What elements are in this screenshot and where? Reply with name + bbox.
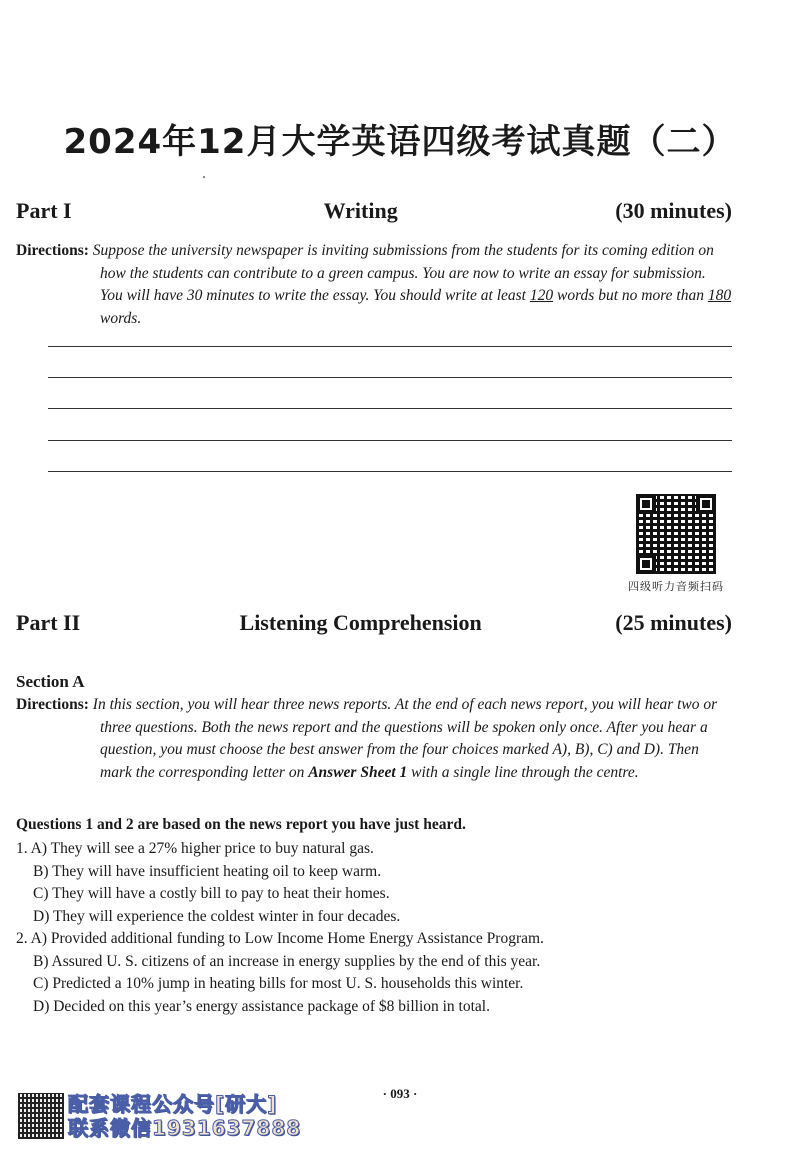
writing-line-4[interactable] xyxy=(48,440,732,441)
part1-directions-mid: words but no more than xyxy=(557,287,704,304)
max-words: 180 xyxy=(707,287,732,304)
question-2-option-a[interactable] xyxy=(16,928,732,951)
section-a-directions-pre: In this section, you will hear three news reports. At the end of each news report, you will hear two or three questions. Both the news report and the questions will be spoken only once. After you hear a question, you must choose the best answer from the four choices marked A), B), C) and D). Then mark the corresponding letter on xyxy=(92,696,718,781)
writing-line-5[interactable] xyxy=(48,471,732,472)
writing-line-2[interactable] xyxy=(48,377,732,378)
part1-directions-label: Directions: xyxy=(16,242,89,259)
min-words: 120 xyxy=(529,287,554,304)
part2-heading: Listening Comprehension xyxy=(239,610,482,635)
page-title: 2024年12月大学英语四级考试真题（二） xyxy=(63,122,737,162)
question-list xyxy=(16,838,732,1018)
question-2-option-b[interactable]: B) Assured U. S. citizens of an increase in energy supplies by the end of this year. xyxy=(33,952,541,970)
section-a-directions-post: with a single line through the centre. xyxy=(411,763,639,781)
questions-heading: Questions 1 and 2 are based on the news report you have just heard. xyxy=(16,816,466,833)
section-a-directions-text xyxy=(93,696,717,781)
audio-qr-block[interactable] xyxy=(620,494,732,594)
promo-line-2: 联系微信1931637888 xyxy=(68,1116,302,1140)
part1-header xyxy=(16,198,732,224)
qr-caption: 四级听力音频扫码 xyxy=(628,580,724,593)
question-2 xyxy=(16,928,732,1018)
option-text: A) Provided additional funding to Low Income Home Energy Assistance Program. xyxy=(30,930,544,947)
question-number: 1. xyxy=(16,840,28,857)
part2-name: Part II xyxy=(16,610,81,635)
answer-sheet-ref: Answer Sheet 1 xyxy=(308,763,408,781)
part1-time: (30 minutes) xyxy=(615,198,732,223)
scan-speck xyxy=(203,176,205,178)
part1-directions-pre: Suppose the university newspaper is inviting submissions from the students for its coming edition on how the students can contribute to a green campus. You are now to write an essay for submission. You will have 30 minutes to write the essay. You should write at least xyxy=(92,242,714,304)
part1-directions xyxy=(16,240,732,330)
qr-code-icon[interactable] xyxy=(636,494,716,574)
part2-time: (25 minutes) xyxy=(615,610,732,635)
promo-line-1: 配套课程公众号[研大] xyxy=(68,1092,278,1116)
promo-footer xyxy=(18,1092,301,1140)
page-number: · 093 · xyxy=(382,1086,418,1101)
promo-text xyxy=(68,1092,301,1140)
question-1-option-c[interactable]: C) They will have a costly bill to pay to heat their homes. xyxy=(33,885,390,902)
question-1 xyxy=(16,838,732,928)
part1-directions-text xyxy=(93,242,731,327)
question-1-option-d[interactable]: D) They will experience the coldest winter in four decades. xyxy=(33,907,401,925)
question-2-option-d[interactable]: D) Decided on this year’s energy assistance package of $8 billion in total. xyxy=(33,997,490,1015)
section-a-directions-label: Directions: xyxy=(16,696,89,713)
question-1-option-b[interactable]: B) They will have insufficient heating oil to keep warm. xyxy=(33,862,382,880)
section-a-directions xyxy=(16,694,732,784)
part1-name: Part I xyxy=(16,198,72,223)
section-a-title: Section A xyxy=(16,672,85,691)
question-number: 2. xyxy=(16,930,28,947)
writing-line-3[interactable] xyxy=(48,408,732,409)
question-1-option-a[interactable] xyxy=(16,838,732,861)
part1-heading: Writing xyxy=(323,198,398,223)
question-2-option-c[interactable]: C) Predicted a 10% jump in heating bills for most U. S. households this winter. xyxy=(33,975,524,992)
part1-directions-post: words. xyxy=(100,309,142,327)
option-text: A) They will see a 27% higher price to buy natural gas. xyxy=(30,840,374,857)
part2-header xyxy=(16,610,732,636)
writing-line-1[interactable] xyxy=(48,346,732,347)
promo-qr-icon[interactable] xyxy=(18,1093,64,1139)
